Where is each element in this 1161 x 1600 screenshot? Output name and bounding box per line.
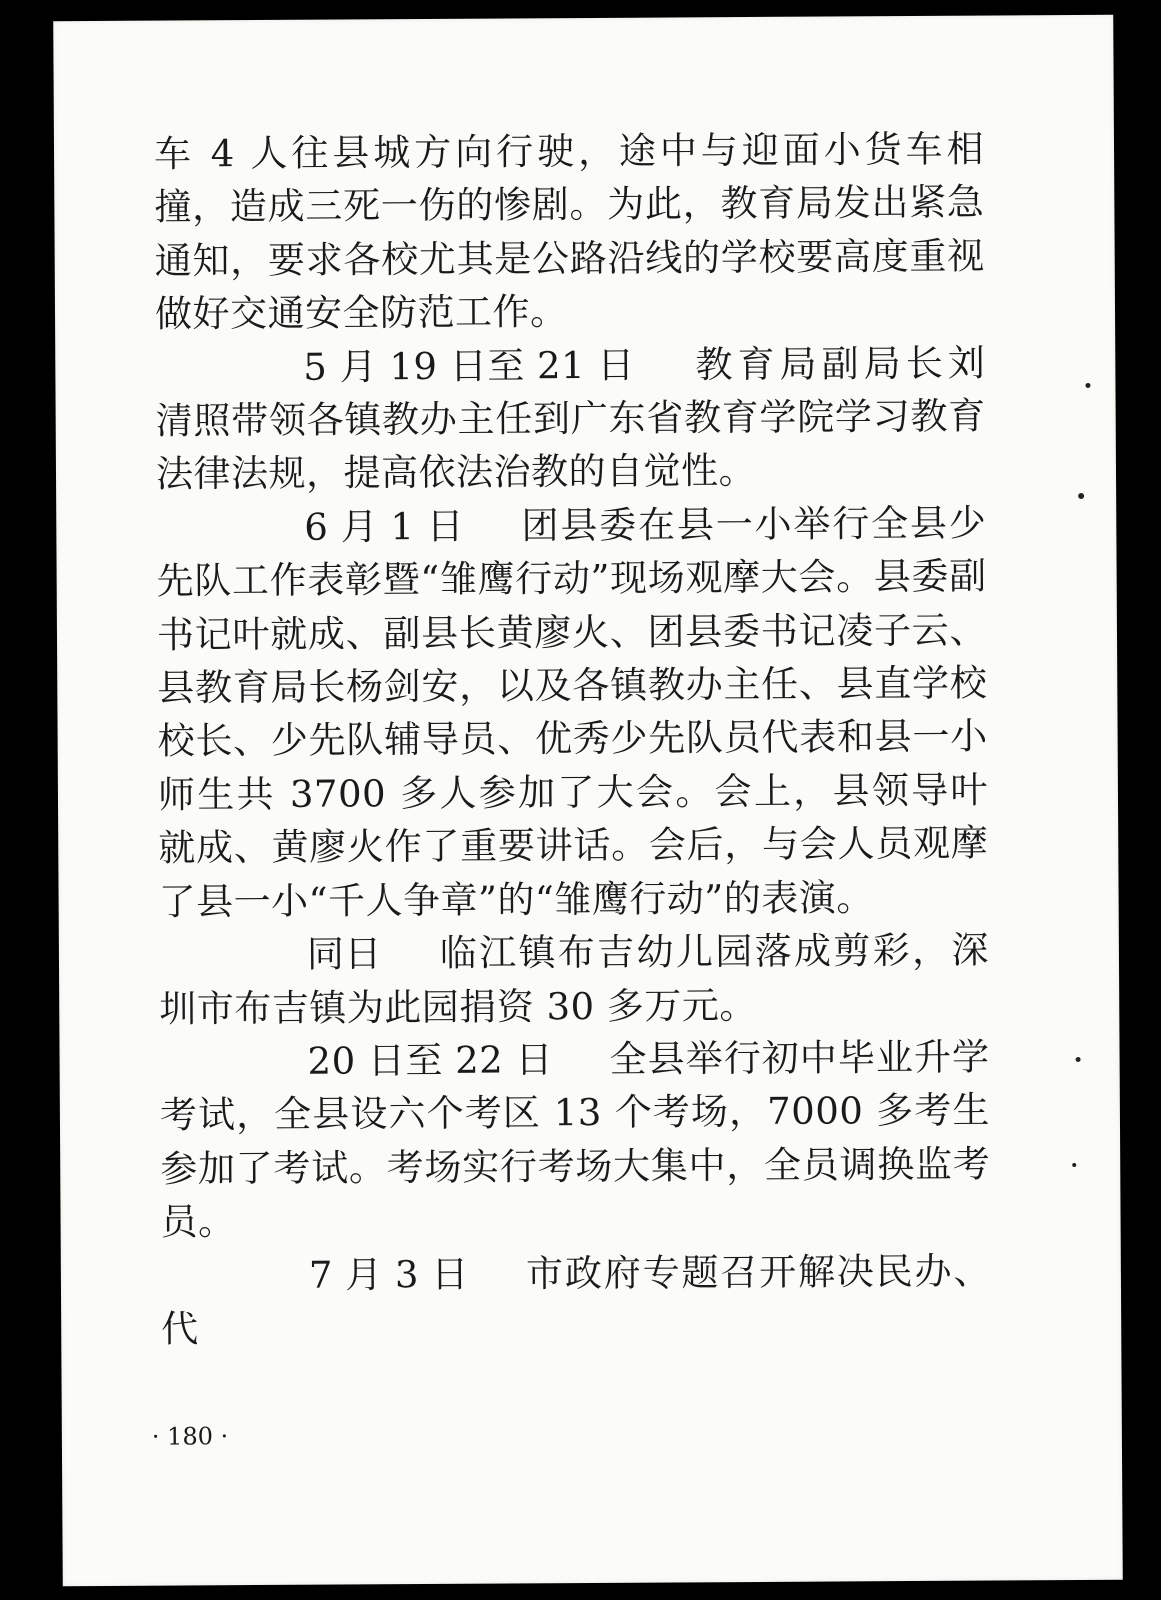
paragraph-3-date: 6 月 1 日 <box>304 504 465 549</box>
scan-speck <box>1072 1163 1076 1167</box>
paragraph-2-text: 教育局副局长刘清照带领各镇教办主任到广东省教育学院学习教育法律法规，提高依法治教的自觉性。 <box>155 341 986 497</box>
paragraph-1-text: 车 4 人往县城方向行驶，途中与迎面小货车相撞，造成三死一伤的惨剧。为此，教育局发出紧急通知，要求各校尤其是公路沿线的学校要高度重视做好交通安全防范工作。 <box>153 127 985 336</box>
paragraph-3 <box>156 496 989 928</box>
paragraph-6-text: 市政府专题召开解决民办、代 <box>161 1249 992 1351</box>
paragraph-1 <box>154 123 985 342</box>
paragraph-6 <box>161 1244 992 1356</box>
paragraph-4-text: 临江镇布吉幼儿园落成剪彩，深圳市布吉镇为此园捐资 30 多万元。 <box>159 928 990 1031</box>
paragraph-2-date: 5 月 19 日至 21 日 <box>303 343 635 389</box>
body-text <box>154 123 991 1356</box>
scan-speck <box>1076 1057 1081 1062</box>
paragraph-2 <box>155 336 986 501</box>
page-number: · 180 · <box>151 1422 229 1451</box>
paragraph-4-date: 同日 <box>306 932 383 976</box>
paragraph-5 <box>159 1030 990 1249</box>
paragraph-5-date: 20 日至 22 日 <box>307 1038 554 1083</box>
scan-speck <box>1078 493 1084 499</box>
document-page <box>53 15 1123 1586</box>
paragraph-5-text: 全县举行初中毕业升学考试，全县设六个考区 13 个考场，7000 多考生参加了考试。考场实行考场大集中，全员调换监考员。 <box>159 1035 991 1244</box>
paragraph-3-text: 团县委在县一小举行全县少先队工作表彰暨“雏鹰行动”现场观摩大会。县委副书记叶就成、副县长黄廖火、团县委书记凌子云、县教育局长杨剑安，以及各镇教办主任、县直学校校长、少先队辅导员、优秀少先队员代表和县一小师生共 3700 多人参加了大会。会上，县领导叶就成、黄廖火作了重要讲话。会后，与会人员观摩了县一小“千人争章”的“雏鹰行动”的表演。 <box>156 501 989 924</box>
scan-speck <box>1085 383 1090 388</box>
paragraph-4 <box>159 924 990 1036</box>
paragraph-6-date: 7 月 3 日 <box>308 1252 469 1297</box>
